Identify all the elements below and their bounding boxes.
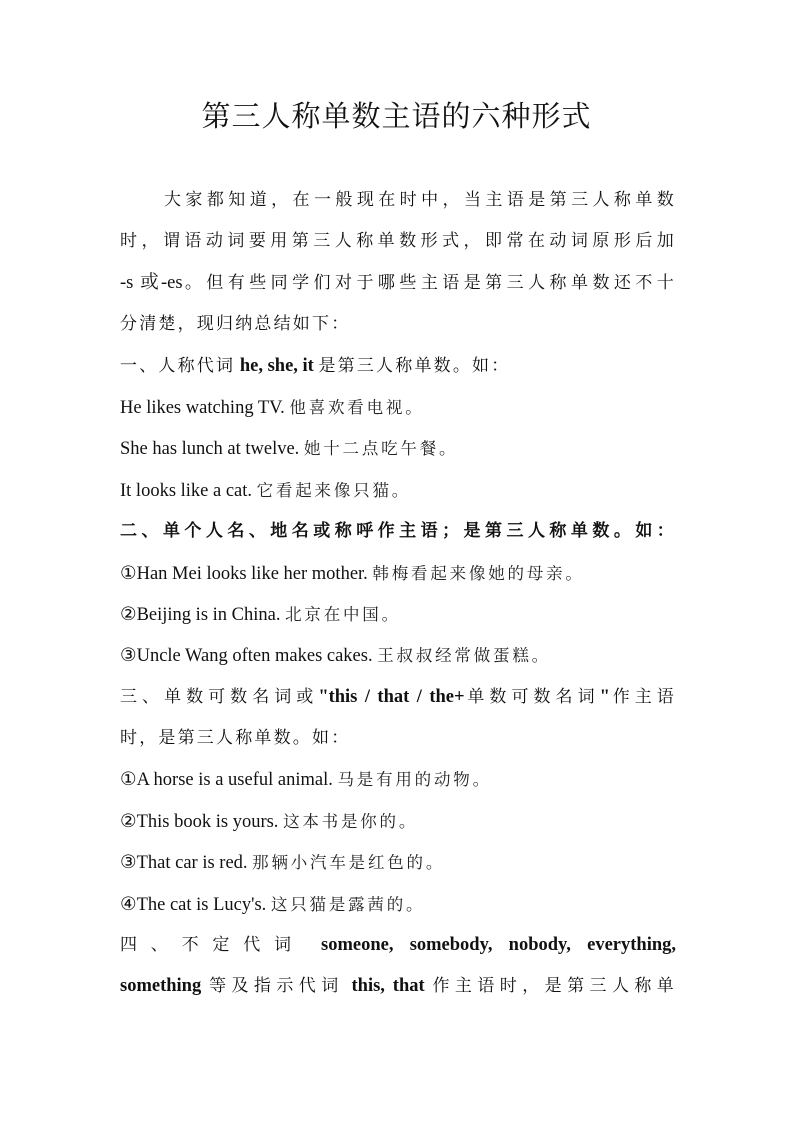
page-title: 第三人称单数主语的六种形式 (201, 99, 592, 133)
section-1-example-2 (120, 428, 676, 469)
intro-line-3 (120, 263, 676, 304)
section-2-example-3 (120, 635, 676, 676)
section-3-heading-line-2: 时，是第三人称单数。如： (120, 728, 351, 749)
example-en: ②Beijing is in China. (120, 604, 286, 625)
example-en: It looks like a cat. (120, 480, 257, 501)
section-3-heading-post: 作主语 (609, 686, 676, 707)
section-3-example-1 (120, 759, 676, 800)
example-en: ①Han Mei looks like her mother. (120, 563, 373, 584)
section-2-heading: 二、单个人名、地名或称呼作主语；是第三人称单数。如： (120, 521, 676, 542)
example-en: ③That car is red. (120, 853, 253, 874)
section-3-heading (120, 677, 676, 718)
section-1-heading-post: 是第三人称单数。如： (318, 355, 511, 376)
section-1-heading (120, 346, 676, 387)
example-en: She has lunch at twelve. (120, 439, 304, 460)
section-3-heading-mid: 单数可数名词 (464, 686, 600, 707)
example-en: ④The cat is Lucy's. (120, 894, 271, 915)
section-4-bold-1: something (120, 976, 210, 997)
section-2-example-1 (120, 553, 676, 594)
section-3-heading-bold: "this / that / the+ (318, 686, 465, 707)
example-en: ②This book is yours. (120, 811, 284, 832)
section-3-heading-bold-2: " (599, 686, 610, 707)
example-cn: 她十二点吃午餐。 (303, 439, 459, 459)
section-3-example-3 (120, 842, 676, 883)
example-cn: 韩梅看起来像她的母亲。 (372, 563, 585, 583)
example-en: ③Uncle Wang often makes cakes. (120, 646, 378, 667)
example-cn: 北京在中国。 (285, 604, 401, 624)
section-1-heading-bold: he, she, it (235, 355, 319, 376)
example-cn: 马是有用的动物。 (337, 770, 492, 790)
example-cn: 这本书是你的。 (283, 811, 419, 831)
section-4-heading-bold: someone, somebody, nobody, everything, (304, 935, 676, 956)
section-4-cn-1: 等及指示代词 (209, 976, 344, 997)
example-cn: 他喜欢看电视。 (289, 397, 425, 417)
intro-line-4: 分清楚，现归纳总结如下： (120, 314, 351, 335)
section-4-heading-line-2 (120, 966, 676, 1007)
example-cn: 那辆小汽车是红色的。 (252, 853, 446, 873)
intro-line-3-en: -s 或-es (120, 272, 183, 293)
example-en: He likes watching TV. (120, 397, 290, 418)
intro-line-1: 大家都知道，在一般现在时中，当主语是第三人称单数 (164, 190, 676, 210)
section-1-example-1 (120, 387, 676, 428)
document-body (120, 180, 676, 1008)
section-4-bold-2: this, that (343, 976, 433, 997)
intro-line-3-cn: 。但有些同学们对于哪些主语是第三人称单数还不十 (182, 272, 676, 293)
section-3-example-4 (120, 884, 676, 925)
section-4-heading-pre: 四、不定代词 (120, 935, 305, 956)
section-4-heading (120, 925, 676, 966)
section-1-heading-pre: 一、人称代词 (120, 355, 236, 376)
example-cn: 这只猫是露茜的。 (270, 894, 426, 914)
section-3-heading-pre: 三、单数可数名词或 (120, 686, 319, 707)
example-cn: 它看起来像只猫。 (256, 480, 412, 500)
intro-line-2: 时，谓语动词要用第三人称单数形式，即常在动词原形后加 (120, 231, 676, 252)
section-1-example-3 (120, 470, 676, 511)
section-4-cn-2: 作主语时，是第三人称单 (432, 976, 676, 997)
section-2-example-2 (120, 594, 676, 635)
section-3-example-2 (120, 801, 676, 842)
example-en: ①A horse is a useful animal. (120, 770, 338, 791)
example-cn: 王叔叔经常做蛋糕。 (377, 646, 551, 666)
